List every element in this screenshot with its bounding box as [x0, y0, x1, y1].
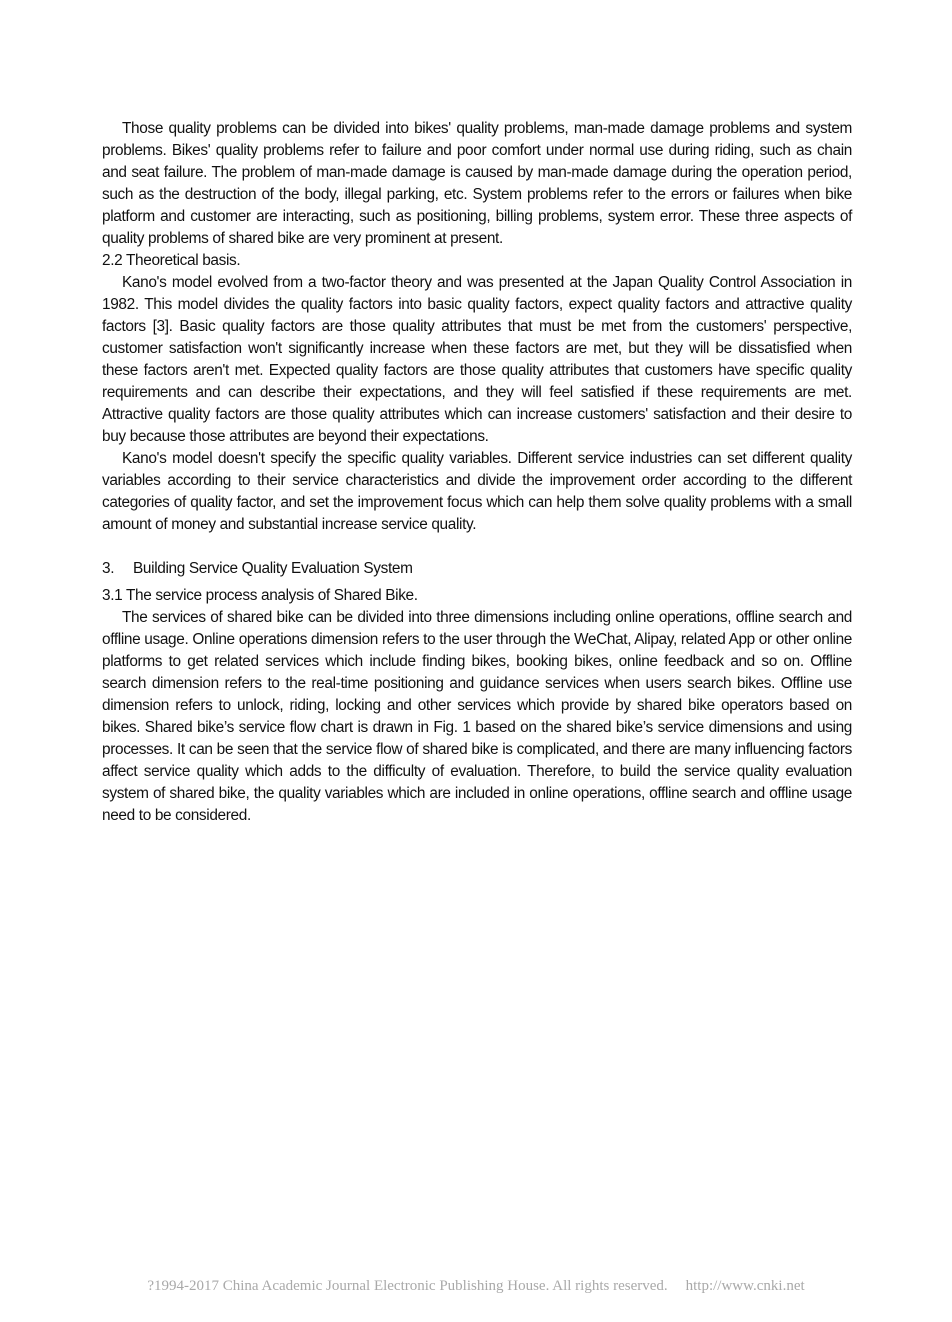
subheading-theoretical-basis: 2.2 Theoretical basis.: [102, 252, 241, 269]
copyright-footer: [0, 1278, 952, 1295]
paragraph-service-dimensions: The services of shared bike can be divided into three dimensions including online operations, offline search and offline usage. Online operations dimension refers to the user through the WeChat, Alipay, related App or other online platforms to get related services which include finding bikes, booking bikes, online feedback and so on. Offline search dimension refers to the real-time positioning and guidance services when users search bikes. Offline use dimension refers to unlock, riding, locking and other services which provide by shared bike operators based on bikes. Shared bike’s service flow chart is drawn in Fig. 1 based on the shared bike’s service dimensions and using processes. It can be seen that the service flow of shared bike is complicated, and there are many influencing factors affect service quality which adds to the difficulty of evaluation. Therefore, to build the service quality evaluation system of shared bike, the quality variables which are included in online operations, offline search and offline usage need to be considered.: [102, 609, 852, 824]
footer-url[interactable]: http://www.cnki.net: [685, 1278, 805, 1294]
copyright-text: ?1994-2017 China Academic Journal Electronic Publishing House. All rights reserved.: [147, 1278, 668, 1294]
paragraph-quality-problems: Those quality problems can be divided into bikes' quality problems, man-made damage problems and system problems. Bikes' quality problems refer to failure and poor comfort under normal use during riding, such as chain and seat failure. The problem of man-made damage is caused by man-made damage during the operation period, such as the destruction of the body, illegal parking, etc. System problems refer to the errors or failures when bike platform and customer are interacting, such as positioning, billing problems, system error. These three aspects of quality problems of shared bike are very prominent at present.: [102, 120, 852, 247]
section-title: Building Service Quality Evaluation System: [133, 560, 413, 577]
paragraph-kano-variables: Kano's model doesn't specify the specific quality variables. Different service industries can set different quality variables according to their service characteristics and divide the improvement order according to the different categories of quality factor, and set the improvement focus which can help them solve quality problems with a small amount of money and substantial increase service quality.: [102, 450, 852, 533]
paragraph-kano-model: Kano's model evolved from a two-factor theory and was presented at the Japan Quality Control Association in 1982. This model divides the quality factors into basic quality factors, expect quality factors and attractive quality factors [3]. Basic quality factors are those quality attributes that must be met from the customers' perspective, customer satisfaction won't significantly increase when these factors are met, but they will be dissatisfied when these factors aren't met. Expected quality factors are those quality attributes that customers have specific quality requirements and can describe their expectations, and they will feel satisfied if these requirements are met. Attractive quality factors are those quality attributes which can increase customers' satisfaction and their desire to buy because those attributes are beyond their expectations.: [102, 274, 852, 445]
subheading-service-process: 3.1 The service process analysis of Shared Bike.: [102, 587, 418, 604]
paper-body: [102, 118, 852, 827]
section-heading-3: [102, 558, 852, 580]
section-number: 3.: [102, 560, 115, 577]
